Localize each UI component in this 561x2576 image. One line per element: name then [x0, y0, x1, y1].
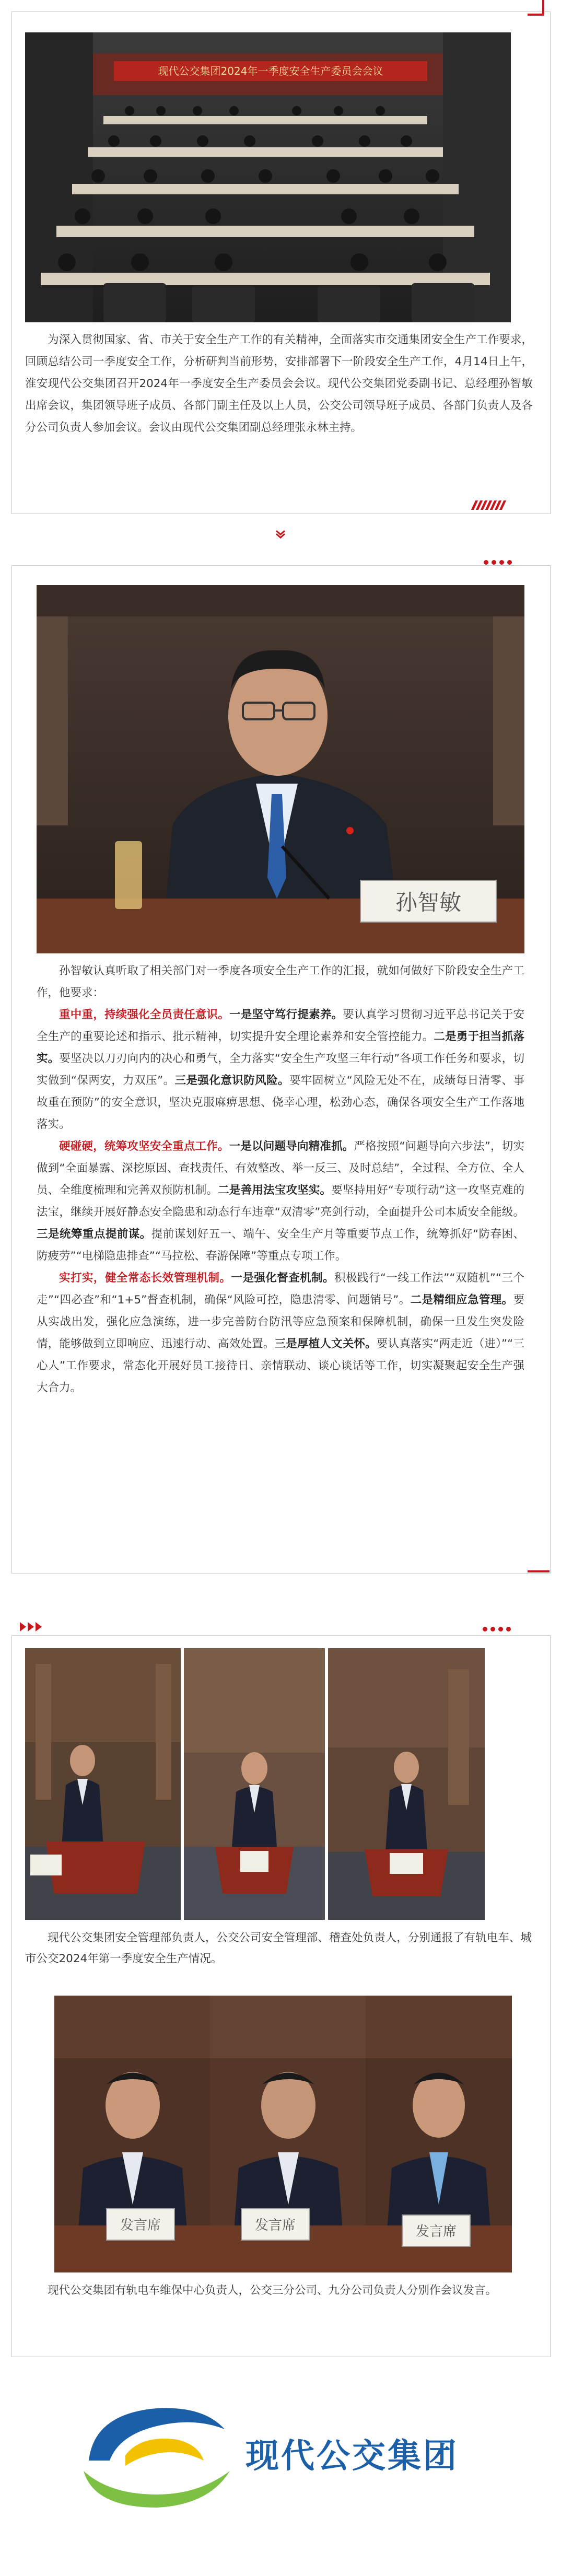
speech-p1-s3-body: 要牢固树立“风险无处不在，成绩每日清零、事故重在预防”的安全意识，坚决克服麻痹思想、侥幸心理，松劲心态，确保各项安全生产工作落地落实。 [37, 1074, 524, 1131]
speech-p2-s3-head: 三是统筹重点提前谋。 [37, 1228, 151, 1241]
speech-p3-s2-body: 要从实战出发，强化应急演练，进一步完善防台防汛等应急预案和保障机制，确保一旦发生突发险情，能够做到立即响应、迅速行动、高效处置。 [37, 1293, 524, 1350]
speech-p3-s3-head: 三是厚植人文关怀。 [274, 1337, 377, 1350]
speech-paragraphs [37, 960, 524, 1399]
speech-p1-head: 重中重，持续强化全员责任意识。 [59, 1008, 230, 1021]
meeting-hall-photo [25, 32, 511, 322]
podium-photo-3 [328, 1648, 485, 1920]
speech-p2-s2-head: 二是善用法宝攻坚实。 [218, 1184, 332, 1197]
speech-p1-s2-head: 二是勇于担当抓落实。 [37, 1030, 524, 1065]
section1-slash-decoration [471, 500, 504, 512]
nameplate-speaker-1: 发言席 [120, 2218, 161, 2233]
speech-p2-s2-body: 要坚持用好“专项行动”这一攻坚克难的法宝，继续开展好静态安全隐患和动态行车违章“双清零”亮剑行动，全面提升公司本质安全能级。 [37, 1184, 524, 1219]
nameplate-speaker-3: 发言席 [415, 2224, 457, 2240]
nameplate-main-text: 孙智敏 [395, 890, 462, 915]
caption-reports: 现代公交集团安全管理部负责人，公交公司安全管理部、稽查处负责人，分别通报了有轨电车、城市公交2024年第一季度安全生产情况。 [25, 1931, 532, 1965]
speech-p3-s2-head: 二是精细应急管理。 [410, 1293, 513, 1307]
banner-text: 现代公交集团2024年一季度安全生产委员会会议 [158, 65, 383, 77]
speech-p2-s1-head: 一是以问题导向精准抓。 [229, 1140, 354, 1153]
nameplate-speaker-2: 发言席 [254, 2218, 296, 2233]
speech-p3-s1-body: 积极践行“一线工作法”“双随机”“三个走”“四必查”和“1+5”督查机制，确保“风险可控，隐患清零、问题销号”。 [37, 1272, 524, 1307]
intro-paragraph [25, 329, 533, 439]
speech-point-3 [37, 1267, 524, 1399]
logo-swoosh-yellow [125, 2439, 204, 2466]
sun-zhimin-photo [37, 585, 524, 953]
speech-lead: 孙智敏认真听取了相关部门对一季度各项安全生产工作的汇报，就如何做好下阶段安全生产工作，他要求： [37, 964, 524, 999]
speech-p2-s3-body: 提前谋划好五一、端午、安全生产月等重要节点工作，统筹抓好“防春困、防疲劳”“电梯隐患排查”“马拉松、春游保障”等重点专项工作。 [37, 1228, 524, 1263]
speaker-photo-2 [210, 1996, 366, 2272]
section3-arrow-decoration [20, 1622, 43, 1634]
logo-swoosh-green [84, 2471, 230, 2508]
intro-text: 为深入贯彻国家、省、市关于安全生产工作的有关精神，全面落实市交通集团安全生产工作要求，回顾总结公司一季度安全工作，分析研判当前形势，安排部署下一阶段安全生产工作，4月14日上午，淮安现代公交集团召开2024年一季度安全生产委员会会议。现代公交集团党委副书记、总经理孙智敏出席会议，集团领导班子成员、各部门副主任及以上人员，公交公司领导班子成员、各部门负责人及各分公司负责人参加会议。会议由现代公交集团副总经理张永林主持。 [25, 333, 533, 434]
chevron-down-icon [274, 528, 287, 540]
speech-point-2 [37, 1136, 524, 1267]
logo-text: 现代公交集团 [246, 2437, 459, 2476]
speech-point-1 [37, 1004, 524, 1136]
speech-p1-s1-head: 一是坚守笃行提素养。 [229, 1008, 343, 1021]
speech-p3-s3-body: 要认真落实“两走近（进）”“三心人”工作要求，常态化开展好员工接待日、亲情联动、谈心谈话等工作，切实凝聚起安全生产强大合力。 [37, 1337, 524, 1394]
speech-p3-s1-head: 一是强化督查机制。 [231, 1272, 334, 1285]
podium-photo-2 [184, 1648, 325, 1920]
speech-p2-s1-body: 严格按照“问题导向六步法”，切实做到“全面暴露、深挖原因、查找责任、有效整改、举一反三、及时总结”，全过程、全方位、全人员、全维度梳理和完善双预防机制。 [37, 1140, 524, 1197]
caption-speeches: 现代公交集团有轨电车维保中心负责人，公交三分公司、九分公司负责人分别作会议发言。 [48, 2284, 497, 2297]
speech-p3-head: 实打实，健全常态长效管理机制。 [59, 1272, 231, 1285]
section1-corner-accent [528, 14, 544, 16]
section2-bottom-accent [528, 1570, 550, 1572]
speech-p1-s3-head: 三是强化意识防风险。 [174, 1074, 289, 1087]
speech-p1-s1-body: 要认真学习贯彻习近平总书记关于安全生产的重要论述和指示、批示精神，切实提升安全理论素养和安全管控能力。 [37, 1008, 524, 1043]
speaker-photo-3 [366, 1996, 512, 2272]
section3-dots [480, 1624, 511, 1634]
podium-photo-1 [25, 1648, 181, 1920]
speech-p2-head: 硬碰硬，统筹攻坚安全重点工作。 [59, 1140, 229, 1153]
speaker-photo-1 [54, 1996, 210, 2272]
section2-dots [481, 557, 512, 567]
speech-p1-s2-body: 要坚决以刀刃向内的决心和勇气，全力落实“安全生产攻坚三年行动”各项工作任务和要求，切实做到“保两安，力双压”。 [37, 1052, 524, 1087]
